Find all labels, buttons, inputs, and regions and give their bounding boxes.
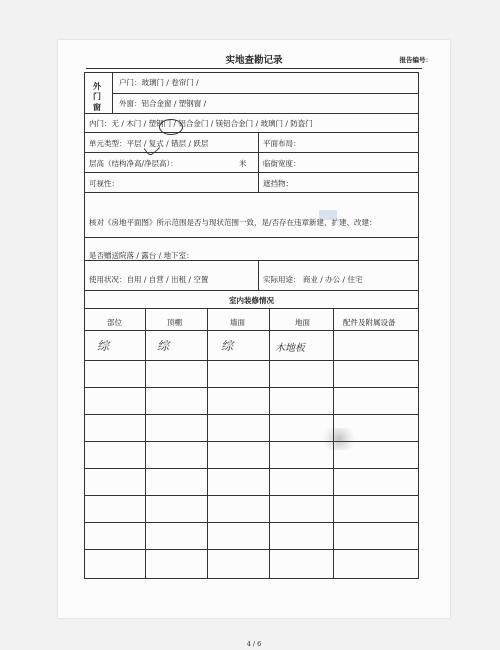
decoration-row-2 xyxy=(85,361,418,388)
obstruction-label: 遮挡物： xyxy=(263,179,293,188)
usage-status: 使用状况：自用 / 自营 / 出租 / 空置 xyxy=(89,275,209,284)
outer-door-window-label: 外门窗 xyxy=(93,81,101,112)
decoration-row-6 xyxy=(85,469,418,496)
decoration-title: 室内装修情况 xyxy=(229,296,274,305)
col-header-ceiling: 顶棚 xyxy=(167,318,182,327)
decoration-row-4 xyxy=(85,415,418,442)
row-gift xyxy=(85,238,418,261)
height-divider xyxy=(258,153,259,173)
row-inner-door xyxy=(85,114,418,133)
col-line-3 xyxy=(269,309,270,578)
col-header-part: 部位 xyxy=(107,318,122,327)
col-header-fittings: 配件及附属设备 xyxy=(343,318,396,327)
row-unit-type xyxy=(85,133,418,153)
visibility-divider xyxy=(258,173,259,193)
wall-value: 综 xyxy=(221,339,234,353)
decoration-row-5 xyxy=(85,442,418,469)
visibility-label: 可视性： xyxy=(89,179,119,188)
row-decoration-title xyxy=(85,291,418,309)
actual-use: 实际用途： 商业 / 办公 / 住宅 xyxy=(263,275,363,284)
col-line-1 xyxy=(145,309,146,578)
survey-form xyxy=(84,72,419,579)
unit-type-check-mark xyxy=(159,119,183,135)
decoration-row-9 xyxy=(85,550,418,578)
ink-smudge xyxy=(319,428,359,450)
height-unit: 米 xyxy=(239,159,247,168)
decoration-row-3 xyxy=(85,388,418,415)
unit-type-options: 单元类型：平层 / 复式 / 错层 / 跃层 xyxy=(89,139,209,148)
col-header-wall: 墙面 xyxy=(230,318,245,327)
ceiling-value: 综 xyxy=(157,339,170,353)
document-title: 实地查勘记录 xyxy=(225,55,283,66)
outer-window-options: 外窗：铝合金窗 / 塑钢窗 / xyxy=(119,99,207,108)
report-number-label: 报告编号： xyxy=(399,56,432,64)
page-number: 4 / 6 xyxy=(246,640,262,648)
gift-label: 是否赠送院落 / 露台 / 地下室： xyxy=(89,251,194,260)
part-value: 综 xyxy=(97,339,110,353)
usage-divider xyxy=(258,261,259,291)
unit-type-divider xyxy=(258,133,259,153)
row-visibility xyxy=(85,173,418,193)
decoration-row-1 xyxy=(85,331,418,361)
outer-door-options: 户门：玻璃门 / 卷帘门 / xyxy=(119,78,199,87)
col-line-2 xyxy=(207,309,208,578)
plan-check-text: 核对《房地平面图》所示范围是否与现状范围一致，是/否存在违章新建、扩建、改建： xyxy=(89,218,377,227)
outer-sub-divider xyxy=(113,93,418,94)
row-outer-door-window xyxy=(85,73,418,114)
header-rule xyxy=(86,68,422,69)
row-check-plan xyxy=(85,193,418,238)
highlight-mark xyxy=(319,210,337,220)
floor-height-label: 层高（结构净高/净层高）： xyxy=(89,159,178,168)
decoration-header-row xyxy=(85,309,418,331)
row-usage xyxy=(85,261,418,291)
inner-door-options: 内门：无 / 木门 / 塑钢门 / 铝合金门 / 镁铝合金门 / 玻璃门 / 防盗门 xyxy=(89,119,313,128)
col-header-floor: 地面 xyxy=(295,318,310,327)
decoration-row-8 xyxy=(85,523,418,550)
row-height xyxy=(85,153,418,173)
floor-value: 木地板 xyxy=(275,343,305,354)
street-width-label: 临街宽度： xyxy=(263,159,301,168)
decoration-row-7 xyxy=(85,496,418,523)
outer-label-cell xyxy=(85,73,113,113)
layout-label: 平面布局： xyxy=(263,139,301,148)
